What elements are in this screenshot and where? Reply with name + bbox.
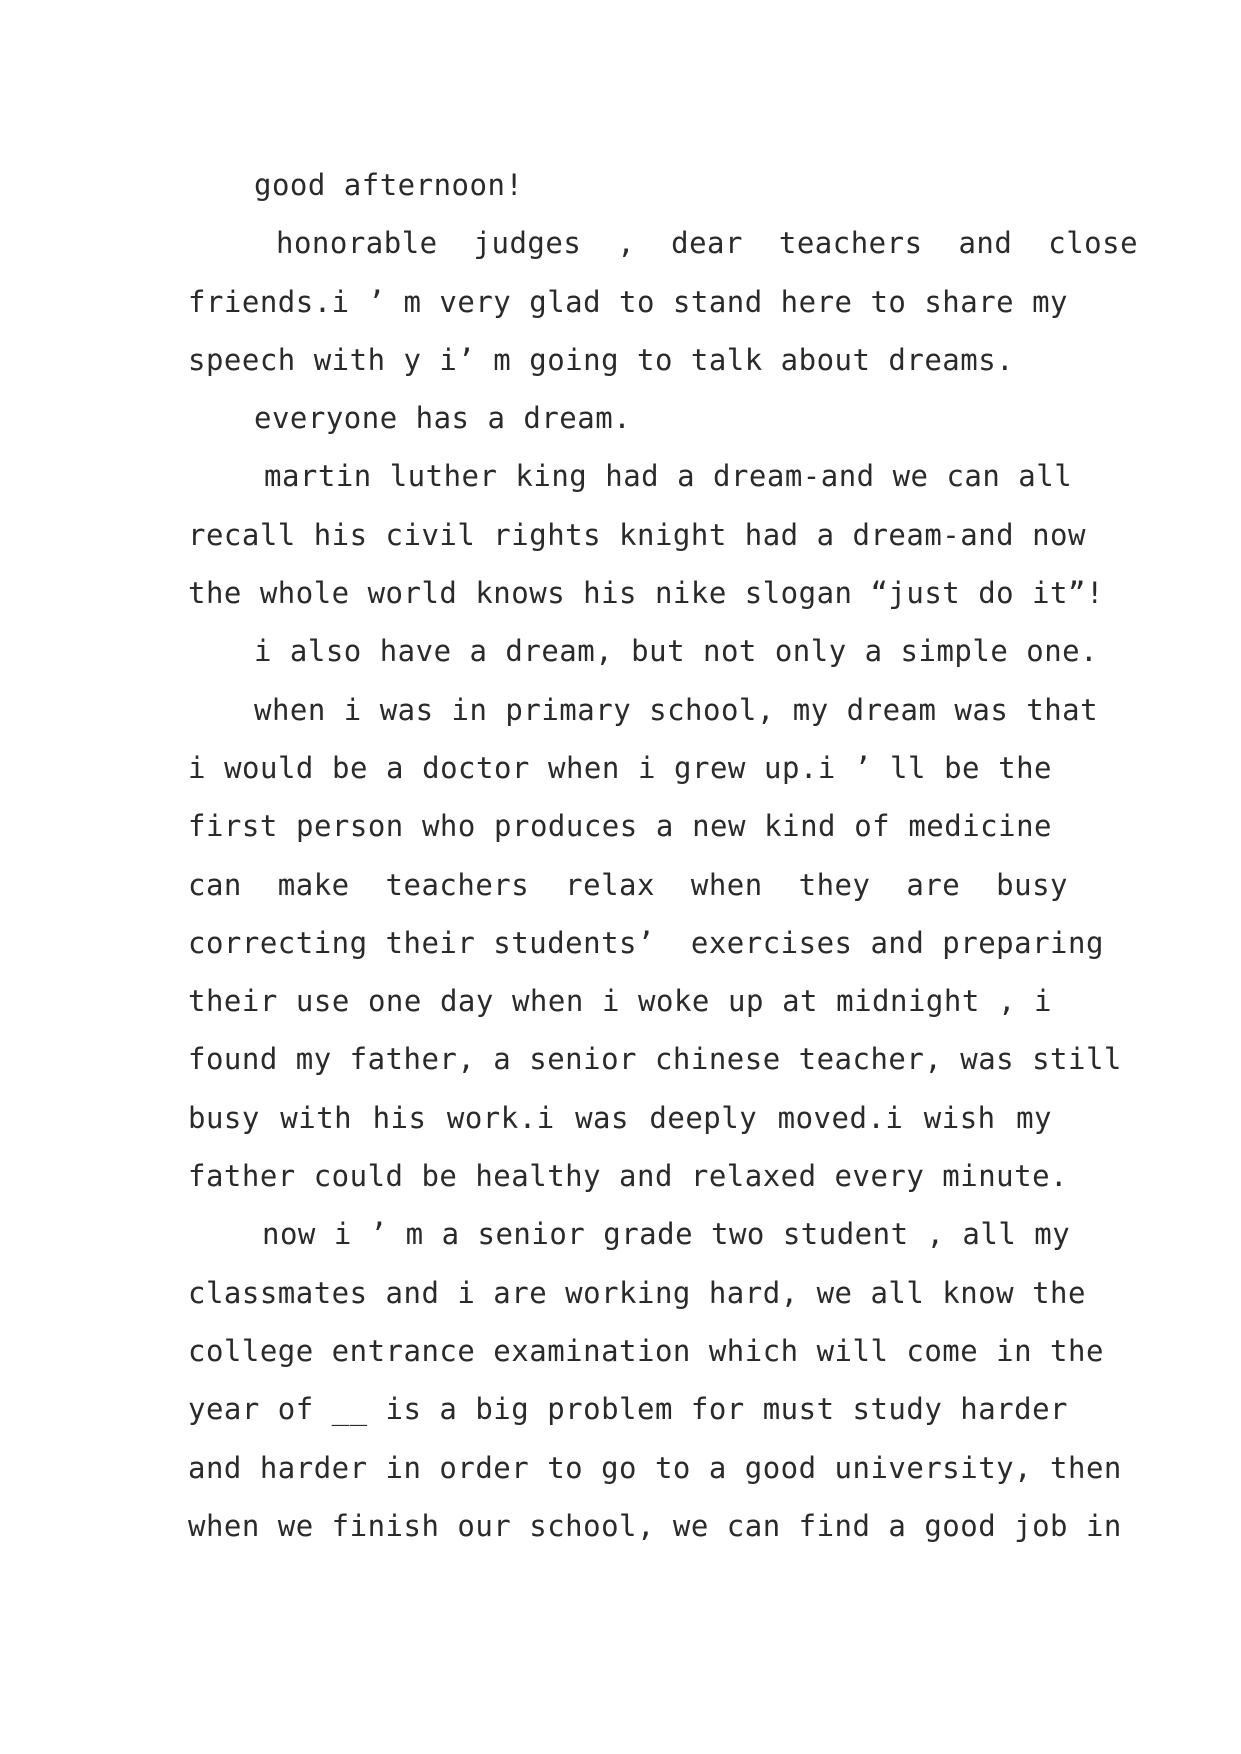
greeting-line: good afternoon! [254,168,524,202]
text-line: first person who produces a new kind of medicine [188,809,1052,844]
text-line: speech with y i’ m going to talk about dreams. [188,342,1015,377]
text-line: father could be healthy and relaxed every minute. [188,1159,1069,1194]
text-line: i would be a doctor when i grew up.i ’ ll be the [188,750,1052,785]
text-line: can make teachers relax when they are busy [188,867,1069,902]
text-line: everyone has a dream. [254,401,632,436]
text-line: friends.i ’ m very glad to stand here to share my [188,284,1069,319]
text-line: when i was in primary school, my dream was that [254,692,1099,727]
text-line: college entrance examination which will come in the [188,1333,1104,1368]
speech-body [188,156,1139,1555]
text-line: now i ’ m a senior grade two student , all my [262,1217,1071,1252]
text-line: recall his civil rights knight had a dream-and now [188,517,1086,552]
text-line: correcting their students’ exercises and preparing [188,925,1104,960]
text-line: year of __ is a big problem for must study harder [188,1392,1069,1427]
text-line: classmates and i are working hard, we all know the [188,1275,1086,1310]
text-line: the whole world knows his nike slogan “just do it”! [188,576,1104,611]
text-line: their use one day when i woke up at midnight , i [188,984,1052,1019]
text-line: and harder in order to go to a good university, then [188,1450,1122,1485]
text-line: martin luther king had a dream-and we can all [264,459,1073,494]
text-line: i also have a dream, but not only a simple one. [254,634,1099,669]
text-line: when we finish our school, we can find a good job in [188,1508,1122,1543]
text-line: busy with his work.i was deeply moved.i wish my [188,1100,1052,1135]
text-line: honorable judges , dear teachers and close [276,226,1139,261]
text-line: found my father, a senior chinese teacher, was still [188,1042,1122,1077]
